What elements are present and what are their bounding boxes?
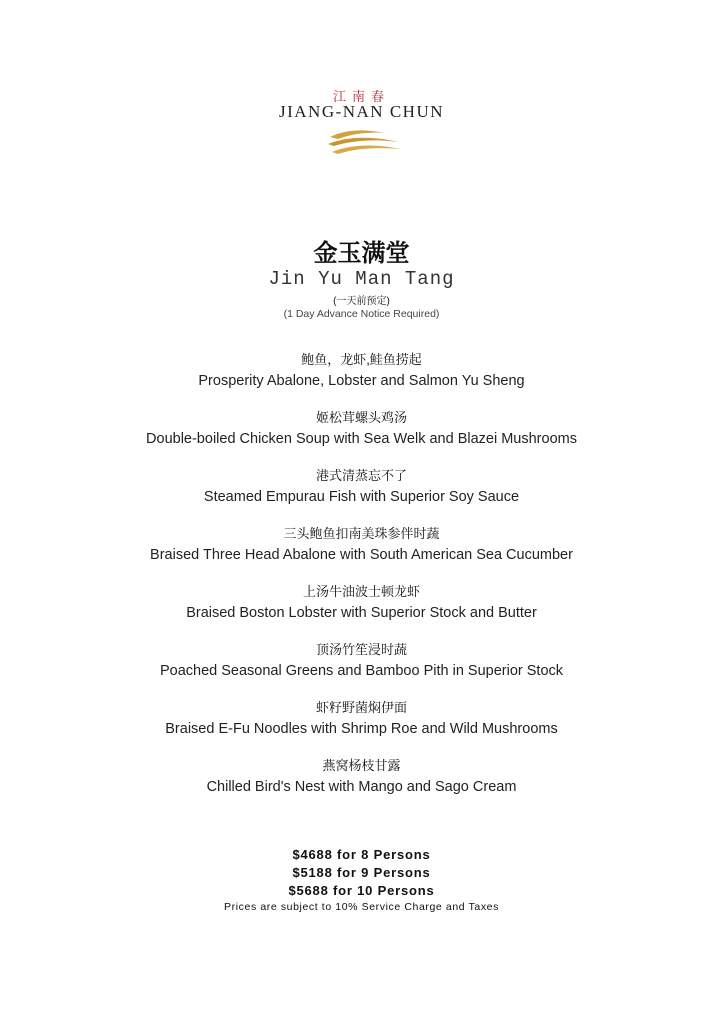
dish-name-chinese: 虾籽野菌焖伊面 bbox=[315, 700, 407, 715]
price-9-persons: $5188 for 9 Persons bbox=[292, 865, 431, 880]
logo-waves-icon bbox=[326, 127, 402, 157]
menu-item bbox=[0, 698, 723, 737]
menu-item bbox=[0, 350, 723, 389]
dish-name-chinese: 鲍鱼，龙虾,鲑鱼捞起 bbox=[301, 352, 422, 367]
dish-name-english: Braised Three Head Abalone with South American Sea Cucumber bbox=[150, 547, 573, 563]
dish-name-english: Steamed Empurau Fish with Superior Soy Sauce bbox=[203, 489, 520, 505]
logo-name: JIANG-NAN CHUN bbox=[278, 102, 445, 121]
dish-name-english: Braised Boston Lobster with Superior Stock and Butter bbox=[186, 605, 537, 621]
logo-chinese: 江南春 bbox=[332, 90, 390, 105]
menu-item bbox=[0, 582, 723, 621]
menu-item bbox=[0, 466, 723, 505]
advance-notice-english: (1 Day Advance Notice Required) bbox=[283, 308, 440, 320]
dish-name-chinese: 燕窝杨枝甘露 bbox=[322, 758, 401, 773]
dish-name-chinese: 顶汤竹笙浸时蔬 bbox=[315, 642, 407, 657]
dish-name-english: Prosperity Abalone, Lobster and Salmon Yu Sheng bbox=[198, 373, 525, 389]
menu-item bbox=[0, 756, 723, 795]
advance-notice-chinese: (一天前预定) bbox=[333, 296, 390, 307]
price-10-persons: $5688 for 10 Persons bbox=[288, 883, 435, 898]
menu-item bbox=[0, 408, 723, 447]
menu-title-english: Jin Yu Man Tang bbox=[268, 268, 455, 290]
dish-name-english: Double-boiled Chicken Soup with Sea Welk and Blazei Mushrooms bbox=[146, 431, 577, 447]
dish-name-english: Chilled Bird's Nest with Mango and Sago Cream bbox=[206, 779, 517, 795]
dish-name-english: Braised E-Fu Noodles with Shrimp Roe and Wild Mushrooms bbox=[165, 721, 558, 737]
dish-name-chinese: 港式清蒸忘不了 bbox=[315, 468, 407, 483]
dish-name-chinese: 上汤牛油波士顿龙虾 bbox=[302, 584, 420, 599]
menu-item bbox=[0, 524, 723, 563]
menu-title-chinese: 金玉满堂 bbox=[313, 240, 410, 267]
price-8-persons: $4688 for 8 Persons bbox=[292, 847, 431, 862]
dish-name-chinese: 三头鲍鱼扣南美珠参伴时蔬 bbox=[283, 526, 440, 541]
dish-name-chinese: 姬松茸螺头鸡汤 bbox=[315, 410, 407, 425]
price-note: Prices are subject to 10% Service Charge and Taxes bbox=[224, 901, 499, 913]
dish-name-english: Poached Seasonal Greens and Bamboo Pith in Superior Stock bbox=[159, 663, 564, 679]
menu-item bbox=[0, 640, 723, 679]
